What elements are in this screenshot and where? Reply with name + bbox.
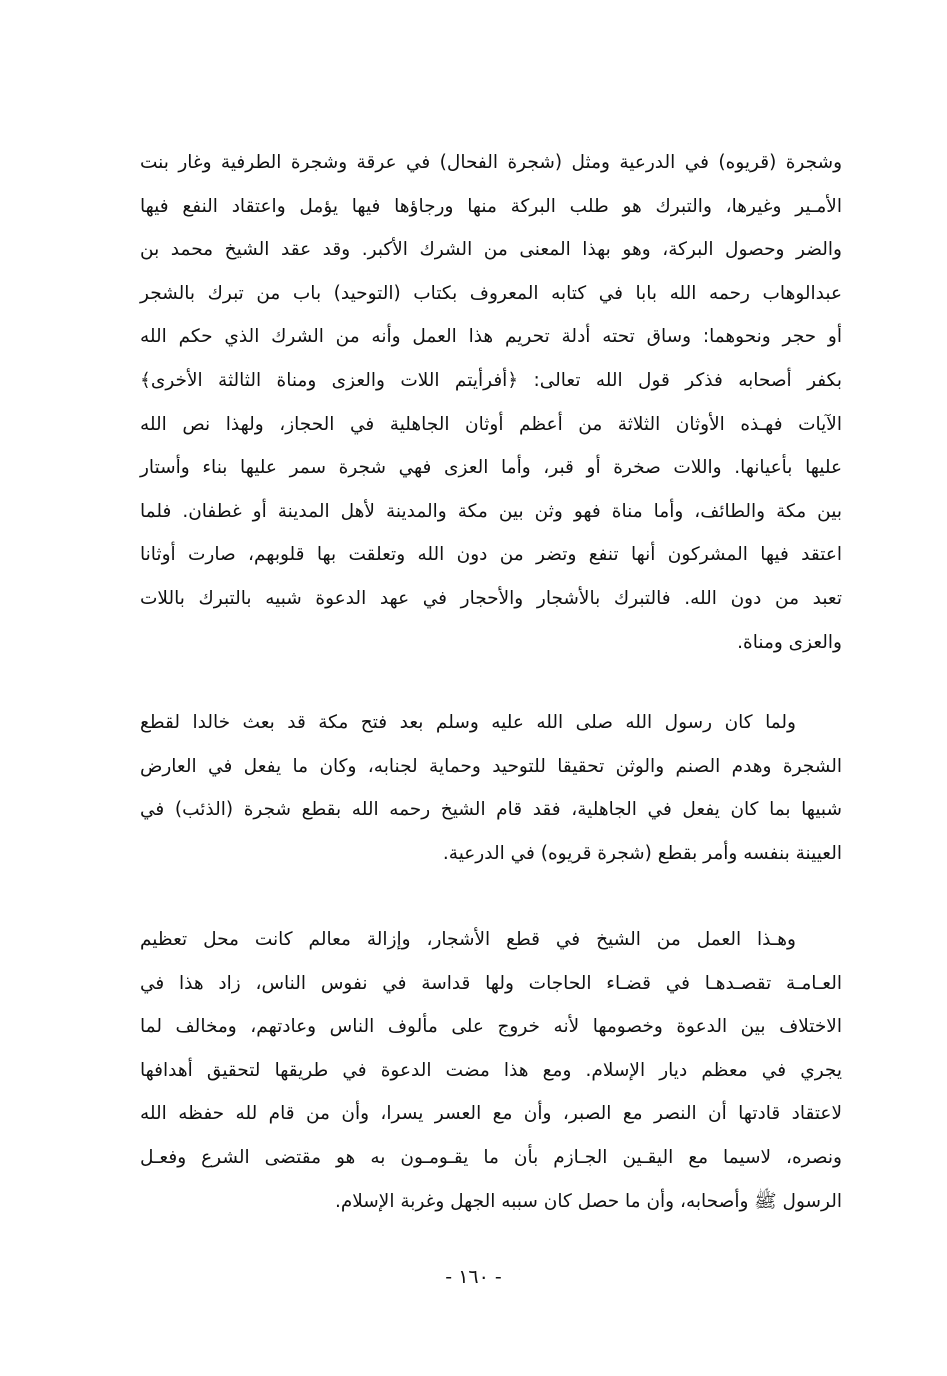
page-number: - ١٦٠ -: [445, 1266, 502, 1288]
text-line: أو حجر ونحوهما: وساق تحته أدلة تحريم هذا العمل وأنه من الشرك الذي حكم الله: [140, 326, 842, 348]
text-line: الاختلاف بين الدعوة وخصومها لأنه خروج على مألوف الناس وعادتهم، ومخالف لما: [140, 1016, 842, 1038]
text-line: وشجرة (قريوه) في الدرعية ومثل (شجرة الفحال) في عرقة وشجرة الطرفية وغار بنت: [140, 152, 842, 173]
text-line: لاعتقاد قادتها أن النصر مع الصبر، وأن مع العسر يسرا، وأن من قام لله حفظه الله: [140, 1103, 842, 1125]
text-line: يجري في معظم ديار الإسلام. ومع هذا مضت الدعوة في طريقها لتحقيق أهدافها: [140, 1059, 842, 1081]
text-line: الرسول ﷺ وأصحابه، وأن ما حصل كان سببه الجهل وغربة الإسلام.: [334, 1190, 842, 1212]
text-line: العيينة بنفسه وأمر بقطع (شجرة قريوه) في الدرعية.: [442, 842, 842, 864]
text-line: والضر وحصول البركة، وهو بهذا المعنى من الشرك الأكبر. وقد عقد الشيخ محمد بن: [140, 239, 842, 261]
text-line: العـامـة تقصـدهـا في قضـاء الحاجات ولها قداسة في نفوس الناس، زاد هذا في: [140, 972, 842, 994]
text-line: ولما كان رسول الله صلى الله عليه وسلم بعد فتح مكة قد بعث خالدا لقطع: [140, 712, 796, 733]
paragraph-3: [140, 918, 842, 1223]
text-line: الأمـير وغيرها، والتبرك هو طلب البركة منها ورجاؤها فيها يؤمل واعتقاد النفع فيها: [140, 195, 842, 217]
paragraph-1: [140, 141, 842, 664]
text-line: والعزى ومناة.: [737, 631, 842, 653]
text-line: عبدالوهاب رحمه الله بابا في كتابه المعروف بكتاب (التوحيد) باب من تبرك بالشجر: [140, 282, 842, 304]
text-line: تعبد من دون الله. فالتبرك بالأشجار والأحجار في عهد الدعوة شبيه بالتبرك باللات: [140, 587, 842, 609]
text-line: عليها بأعيانها. واللات صخرة أو قبر، وأما العزى فهي شجرة سمر عليها بناء وأستار: [140, 457, 842, 479]
text-line: وهـذا العمل من الشيخ في قطع الأشجار، وإزالة معالم كانت محل تعظيم: [140, 929, 796, 950]
text-line: الشجرة وهدم الصنم والوثن تحقيقا للتوحيد وحماية لجنابه، وكان ما يفعل في العارض: [140, 755, 842, 777]
paragraph-2: [140, 701, 842, 875]
text-line: ونصره، لاسيما مع اليقـين الجـازم بأن ما يقـومـون به هو مقتضى الشرع وفعـل: [140, 1146, 842, 1168]
text-line: بكفر أصحابه فذكر قول الله تعالى: ﴿أفرأيتم اللات والعزى ومناة الثالثة الأخرى﴾: [140, 369, 842, 391]
text-line: بين مكة والطائف، وأما مناة فهو وثن بين مكة والمدينة لأهل المدينة أو غطفان. فلما: [140, 500, 842, 522]
text-line: اعتقد فيها المشركون أنها تنفع وتضر من دون الله وتعلقت بها قلوبهم، صارت أوثانا: [140, 544, 842, 566]
text-line: شبيها بما كان يفعل في الجاهلية، فقد قام الشيخ رحمه الله بقطع شجرة (الذئب) في: [140, 799, 842, 821]
text-line: الآيات فهـذه الأوثان الثلاثة من أعظم أوثان الجاهلية في الحجاز، ولهذا نص الله: [140, 413, 842, 435]
